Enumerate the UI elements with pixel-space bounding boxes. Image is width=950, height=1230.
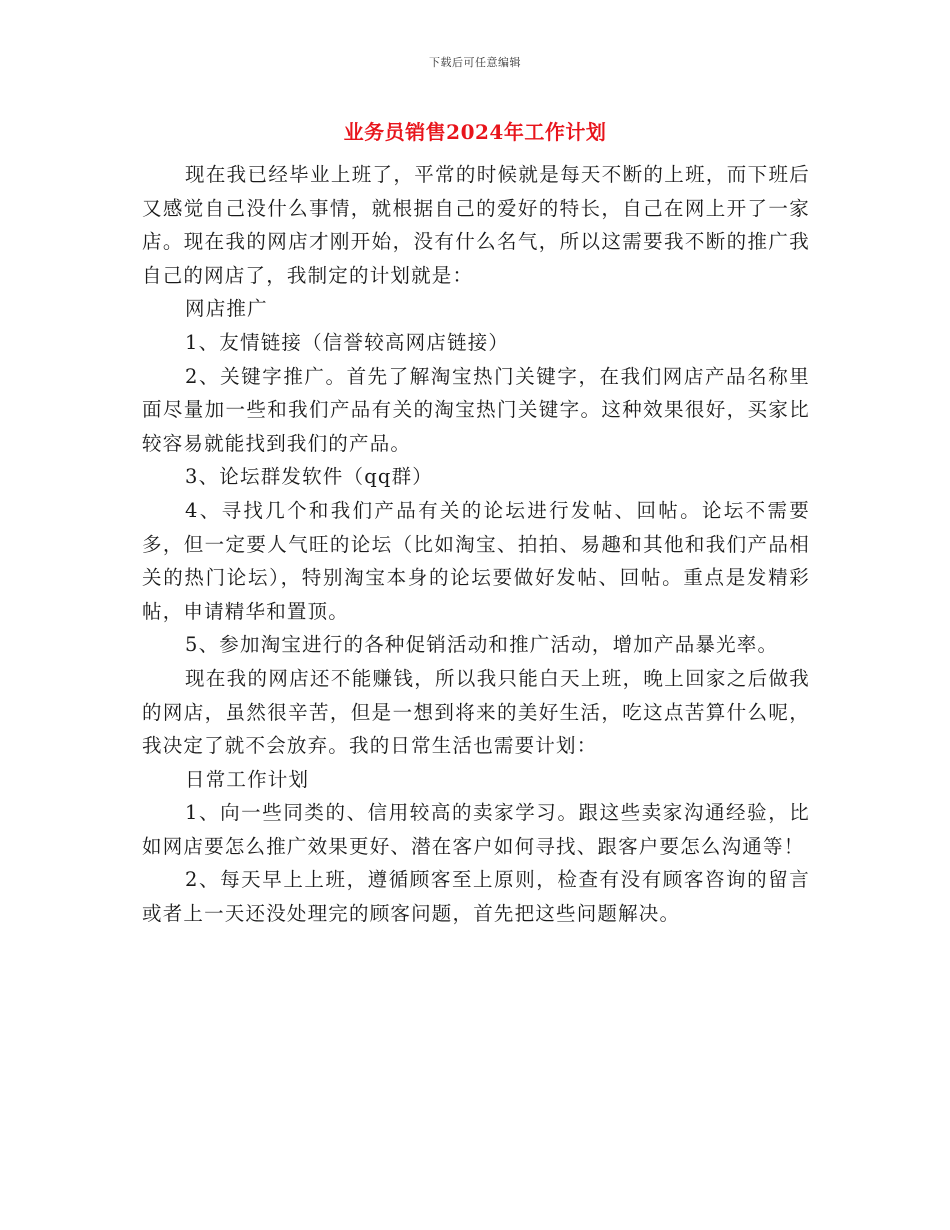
list-item: 2、每天早上上班，遵循顾客至上原则，检查有没有顾客咨询的留言或者上一天还没处理完的顾客问题，首先把这些问题解决。 bbox=[142, 868, 810, 926]
list-item: 5、参加淘宝进行的各种促销活动和推广活动，增加产品暴光率。 bbox=[185, 633, 779, 657]
list-item: 3、论坛群发软件（qq群） bbox=[185, 465, 433, 489]
section-heading-daily-plan: 日常工作计划 bbox=[185, 767, 310, 791]
list-item: 2、关键字推广。首先了解淘宝热门关键字，在我们网店产品名称里面尽量加一些和我们产品有关的淘宝热门关键字。这种效果很好，买家比较容易就能找到我们的产品。 bbox=[142, 364, 810, 455]
list-item: 1、友情链接（信誉较高网店链接） bbox=[185, 330, 510, 354]
document-body bbox=[142, 158, 810, 931]
list-item: 1、向一些同类的、信用较高的卖家学习。跟这些卖家沟通经验，比如网店要怎么推广效果更好、潜在客户如何寻找、跟客户要怎么沟通等！ bbox=[142, 801, 810, 858]
list-item: 4、寻找几个和我们产品有关的论坛进行发帖、回帖。论坛不需要多，但一定要人气旺的论坛（比如淘宝、拍拍、易趣和其他和我们产品相关的热门论坛），特别淘宝本身的论坛要做好发帖、回帖。重点是发精彩帖，申请精华和置顶。 bbox=[142, 498, 810, 623]
paragraph-body: 现在我的网店还不能赚钱，所以我只能白天上班，晚上回家之后做我的网店，虽然很辛苦，但是一想到将来的美好生活，吃这点苦算什么呢，我决定了就不会放弃。我的日常生活也需要计划： bbox=[142, 666, 810, 758]
header-note: 下载后可任意编辑 bbox=[429, 56, 521, 69]
paragraph-intro: 现在我已经毕业上班了，平常的时候就是每天不断的上班，而下班后又感觉自己没什么事情，就根据自己的爱好的特长，自己在网上开了一家店。现在我的网店才刚开始，没有什么名气，所以这需要我不断的推广我自己的网店了，我制定的计划就是： bbox=[142, 163, 810, 287]
document-title: 业务员销售2024年工作计划 bbox=[343, 120, 607, 144]
section-heading-shop-promotion: 网店推广 bbox=[185, 297, 268, 321]
